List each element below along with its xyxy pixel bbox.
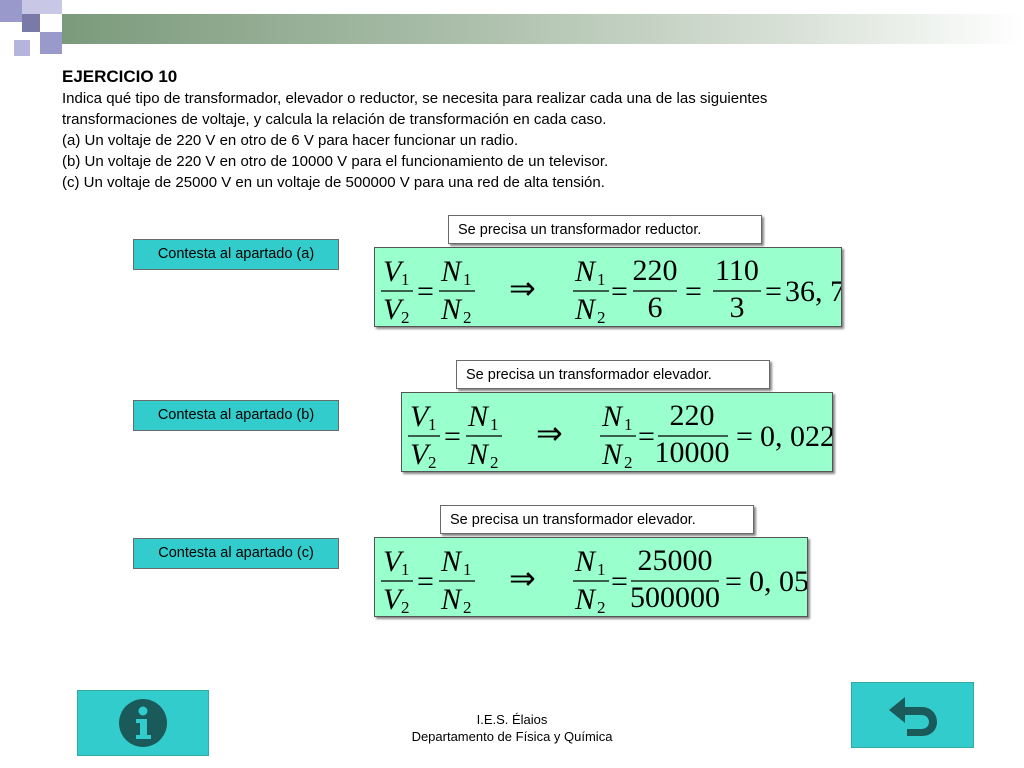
symbol-v: V — [383, 545, 402, 578]
exercise-line: transformaciones de voltaje, y calcula la relación de transformación en cada caso. — [62, 111, 607, 128]
symbol-n: N — [468, 438, 489, 471]
symbol-n: N — [468, 400, 489, 433]
info-button[interactable] — [77, 690, 209, 756]
exercise-line: (b) Un voltaje de 220 V en otro de 10000 V para el funcionamiento de un televisor. — [62, 153, 609, 170]
subscript: 2 — [624, 453, 633, 471]
implies-arrow: ⇒ — [536, 415, 563, 451]
subscript: 1 — [597, 560, 606, 579]
symbol-n: N — [602, 400, 623, 433]
equals-sign: = — [444, 420, 461, 453]
exercise-statement — [62, 66, 962, 193]
symbol-v: V — [383, 255, 402, 288]
subscript: 1 — [624, 415, 633, 434]
symbol-v: V — [383, 293, 402, 326]
subscript: 1 — [428, 415, 437, 434]
answer-a-formula — [374, 247, 842, 327]
equals-sign: = — [736, 420, 753, 453]
subscript: 2 — [463, 308, 472, 326]
fraction-denominator: 6 — [647, 291, 663, 324]
fraction-denominator: 500000 — [630, 581, 720, 614]
formula-a-svg — [375, 248, 841, 326]
symbol-n: N — [441, 293, 462, 326]
fraction-numerator: 220 — [669, 399, 715, 432]
fraction-denominator: 10000 — [654, 436, 730, 469]
symbol-n: N — [441, 255, 462, 288]
answer-b-formula — [401, 392, 833, 472]
info-icon — [117, 697, 169, 749]
return-button[interactable] — [851, 682, 974, 748]
answer-c-formula — [374, 537, 808, 617]
answer-b-button[interactable]: Contesta al apartado (b) — [133, 400, 339, 431]
footer-credit — [380, 711, 644, 745]
fraction-numerator: 220 — [632, 254, 678, 287]
decor-square — [40, 32, 62, 54]
fraction-denominator: 3 — [729, 291, 745, 324]
header-band — [62, 14, 1024, 44]
footer-school: I.E.S. Élaios — [476, 712, 548, 727]
subscript: 1 — [401, 560, 410, 579]
implies-arrow: ⇒ — [509, 270, 536, 306]
subscript: 1 — [597, 270, 606, 289]
formula-b-svg — [402, 393, 832, 471]
formula-result: 0, 05 — [749, 565, 807, 598]
answer-c-button[interactable]: Contesta al apartado (c) — [133, 538, 339, 569]
equals-sign: = — [417, 565, 434, 598]
subscript: 2 — [428, 453, 437, 471]
symbol-n: N — [575, 545, 596, 578]
footer-department: Departamento de Física y Química — [411, 729, 613, 744]
symbol-n: N — [441, 545, 462, 578]
subscript: 2 — [463, 598, 472, 616]
exercise-line: (a) Un voltaje de 220 V en otro de 6 V para hacer funcionar un radio. — [62, 132, 519, 149]
symbol-n: N — [575, 583, 596, 616]
formula-c-svg — [375, 538, 807, 616]
subscript: 1 — [401, 270, 410, 289]
subscript: 2 — [401, 598, 410, 616]
answer-c-note: Se precisa un transformador elevador. — [440, 505, 754, 534]
answer-a-note: Se precisa un transformador reductor. — [448, 215, 762, 244]
symbol-n: N — [575, 293, 596, 326]
equals-sign: = — [611, 275, 628, 308]
subscript: 2 — [597, 308, 606, 326]
decor-square — [22, 0, 62, 14]
exercise-title: EJERCICIO 10 — [62, 67, 178, 86]
equals-sign: = — [685, 275, 702, 308]
decor-square — [14, 40, 30, 56]
fraction-numerator: 25000 — [637, 544, 713, 577]
return-arrow-icon — [885, 691, 941, 739]
answer-a-button[interactable]: Contesta al apartado (a) — [133, 239, 339, 270]
subscript: 2 — [401, 308, 410, 326]
equals-sign: = — [765, 275, 782, 308]
decor-square — [0, 0, 22, 22]
equals-sign: = — [611, 565, 628, 598]
equals-sign: = — [725, 565, 742, 598]
subscript: 1 — [463, 270, 472, 289]
symbol-n: N — [575, 255, 596, 288]
equals-sign: = — [417, 275, 434, 308]
subscript: 1 — [490, 415, 499, 434]
symbol-v: V — [410, 438, 429, 471]
subscript: 1 — [463, 560, 472, 579]
decor-square — [22, 14, 40, 32]
formula-result: 36, 7 — [785, 275, 841, 308]
symbol-v: V — [410, 400, 429, 433]
fraction-numerator: 110 — [715, 254, 759, 287]
subscript: 2 — [490, 453, 499, 471]
exercise-line: Indica qué tipo de transformador, elevador o reductor, se necesita para realizar cada una de las siguientes — [62, 90, 768, 107]
symbol-n: N — [602, 438, 623, 471]
answer-b-note: Se precisa un transformador elevador. — [456, 360, 770, 389]
exercise-line: (c) Un voltaje de 25000 V en un voltaje de 500000 V para una red de alta tensión. — [62, 174, 605, 191]
subscript: 2 — [597, 598, 606, 616]
implies-arrow: ⇒ — [509, 560, 536, 596]
symbol-v: V — [383, 583, 402, 616]
equals-sign: = — [638, 420, 655, 453]
symbol-n: N — [441, 583, 462, 616]
formula-result: 0, 022 — [760, 420, 832, 453]
